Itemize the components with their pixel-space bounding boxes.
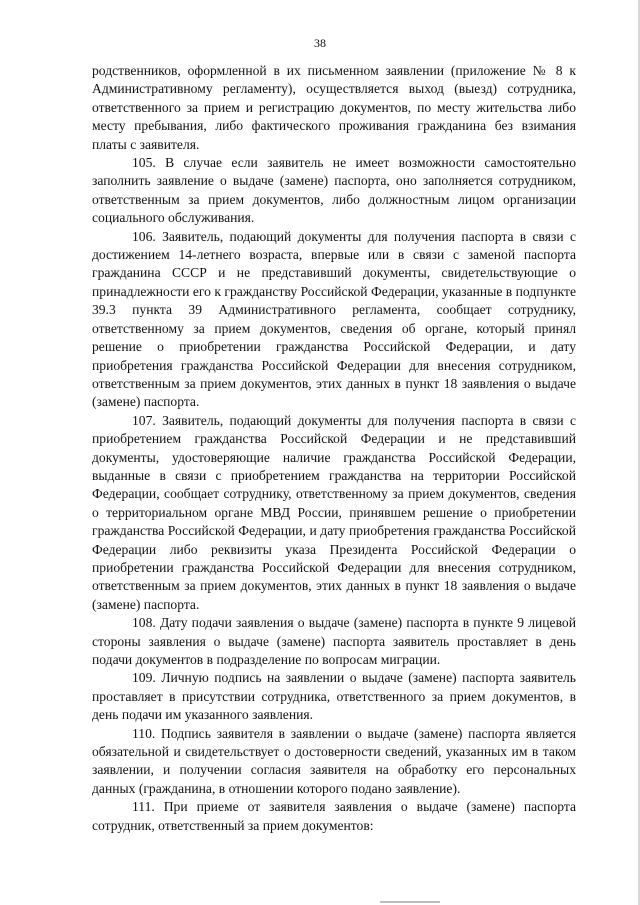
document-body (92, 62, 576, 835)
paragraph-110: 110. Подпись заявителя в заявлении о выдаче (замене) паспорта является обязательной и свидетельствует о достоверности сведений, указанных им в таком заявлении, и получении согласия заявителя на обработку его персональных данных (гражданина, в отношении которого подано заявление). (92, 725, 576, 796)
paragraph-108: 108. Дату подачи заявления о выдаче (замене) паспорта в пункте 9 лицевой стороны заявления о выдаче (замене) паспорта заявитель проставляет в день подачи документов в подразделение по вопросам миграции. (92, 615, 576, 667)
paragraph-106: 106. Заявитель, подающий документы для получения паспорта в связи с достижением 14-летнего возраста, впервые или в связи с заменой паспорта гражданина СССР и не представивший документы, свидетельствующие о принадлежности его к гражданству Российской Федерации, указанные в подпункте 39.3 пункта 39 Административного регламента, сообщает сотруднику, ответственному за прием документов, сведения об органе, который принял решение о приобретении гражданства Российской Федерации, и дату приобретения гражданства Российской Федерации для внесения сотрудником, ответственным за прием документов, этих данных в пункт 18 заявления о выдаче (замене) паспорта. (92, 228, 576, 410)
paragraph-107: 107. Заявитель, подающий документы для получения паспорта в связи с приобретением гражданства Российской Федерации и не представивший документы, удостоверяющие наличие гражданства Российской Федерации, выданные в связи с приобретением гражданства на территории Российской Федерации, сообщает сотруднику, ответственному за прием документов, сведения о территориальном органе МВД России, принявшем решение о приобретении гражданства Российской Федерации, и дату приобретения гражданства Российской Федерации либо реквизиты указа Президента Российской Федерации о приобретении гражданства Российской Федерации для внесения сотрудником, ответственным за прием документов, этих данных в пункт 18 заявления о выдаче (замене) паспорта. (92, 412, 576, 612)
paragraph-111: 111. При приеме от заявителя заявления о выдаче (замене) паспорта сотрудник, ответственный за прием документов: (92, 799, 576, 833)
paragraph-109: 109. Личную подпись на заявлении о выдаче (замене) паспорта заявитель проставляет в присутствии сотрудника, ответственного за прием документов, в день подачи им указанного заявления. (92, 670, 576, 723)
page-number: 38 (314, 36, 326, 50)
scan-mark (380, 901, 440, 903)
paragraph-105: 105. В случае если заявитель не имеет возможности самостоятельно заполнить заявление о выдаче (замене) паспорта, оно заполняется сотрудником, ответственным за прием документов, либо должностным лицом организации социального обслуживания. (92, 155, 576, 226)
paragraph-continuation: родственников, оформленной в их письменном заявлении (приложение № 8 к Административному регламенту), осуществляется выход (выезд) сотрудника, ответственного за прием и регистрацию документов, по месту жительства либо месту пребывания, либо фактического проживания гражданина без взимания платы с заявителя. (92, 63, 576, 152)
